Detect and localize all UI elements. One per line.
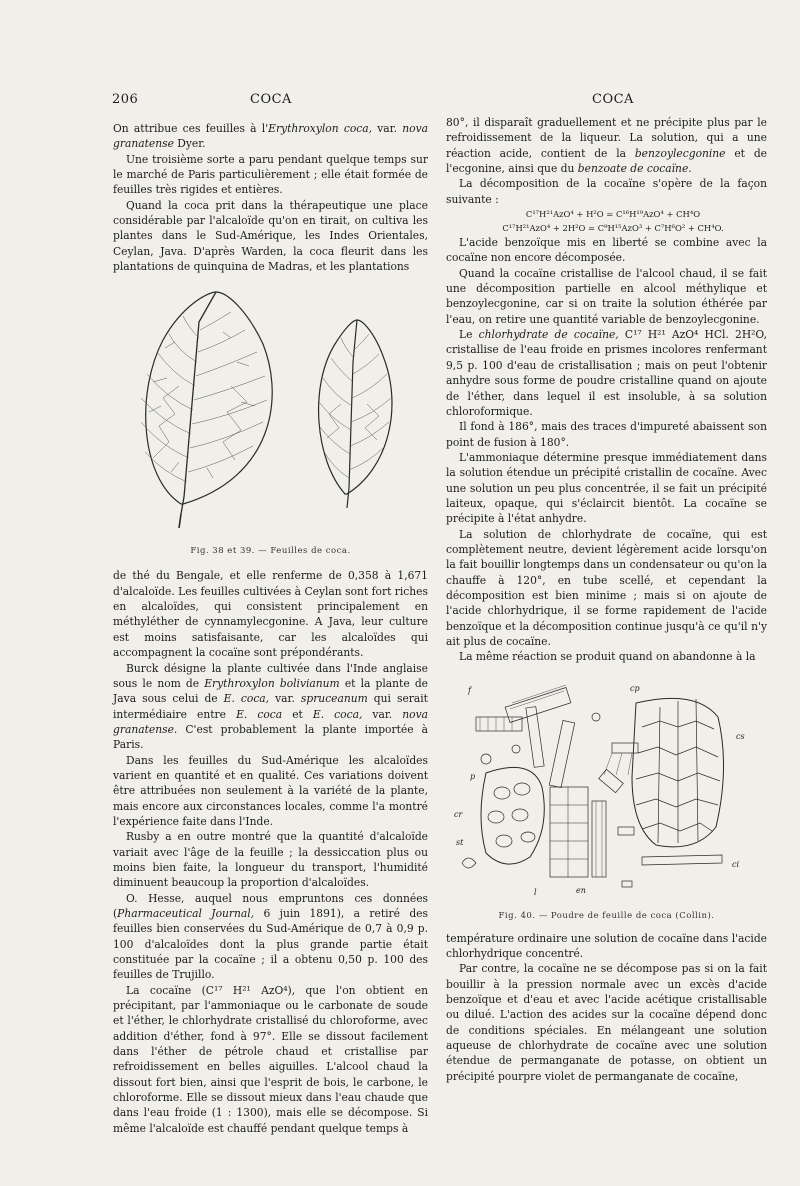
- figure-caption: Fig. 38 et 39. — Feuilles de coca.: [190, 546, 351, 557]
- paragraph: La solution de chlorhydrate de cocaïne, qui est complètement neutre, devient légèrement acide lorsqu'on la fait bouillir longtemps dans un condensateur ou qu'on la chauffe à 120°, en tube scellé, et cependant la décomposition est bien minime ; mais si on ajoute de l'acide chlorhydrique, il se forme rapidement de l'acide benzoïque et la décomposition continue jusqu'à ce qu'il n'y ait plus de cocaïne.: [446, 527, 767, 648]
- figure-label: cs: [736, 731, 745, 741]
- paragraph: La même réaction se produit quand on abandonne à la: [459, 650, 756, 664]
- figure-label: en: [576, 885, 586, 895]
- coca-powder-micrograph: [446, 677, 767, 909]
- figure-label: cr: [454, 809, 463, 819]
- paragraph: 80°, il disparaît graduellement et ne précipite plus par le refroidissement de la liqueur. La solution, qui a une réaction acide, contient de la benzoylecgonine et de l'ecgonine, ainsi que du benzoate de cocaïne.: [446, 116, 767, 176]
- page-number: 206: [112, 92, 139, 107]
- paragraph: Quand la coca prit dans la thérapeutique une place considérable par l'alcaloïde qu'on en tirait, on cultiva les plantes dans le Sud-Amérique, les Indes Orientales, Ceylan, Java. D'après Warden, la coca fleurit dans les plantations de quinquina de Madras, et les plantations: [113, 198, 428, 274]
- paragraph: On attribue ces feuilles à l'Erythroxylon coca, var. nova granatense Dyer.: [113, 122, 428, 151]
- large-leaf: [141, 292, 272, 528]
- paragraph: Par contre, la cocaïne ne se décompose pas si on la fait bouillir à la pression normale avec un excès d'acide benzoïque et d'eau et avec l'acide acétique cristallisable ou dilué. L'action des acides sur la cocaïne dépend donc de conditions spéciales. En mélangeant une solution aqueuse de chlorhydrate de cocaïne avec une solution étendue de permanganate de potasse, on obtient un précipité pourpre violet de permanganate de cocaïne,: [446, 962, 767, 1083]
- figure-label: f: [468, 685, 471, 695]
- paragraph: Rusby a en outre montré que la quantité d'alcaloïde variait avec l'âge de la feuille ; la dessiccation plus ou moins bien faite, la longueur du transport, l'humidité diminuent beaucoup la proportion d'alcaloïdes.: [113, 830, 428, 890]
- figure-label: cp: [630, 683, 640, 693]
- paragraph: O. Hesse, auquel nous empruntons ces données (Pharmaceutical Journal, 6 juin 1891), a retiré des feuilles bien conservées du Sud-Amérique de 0,7 à 0,9 p. 100 d'alcaloïdes dont la plus grande partie était constituée par la cocaïne ; il a obtenu 0,50 p. 100 des feuilles de Trujillo.: [113, 891, 428, 982]
- paragraph: Burck désigne la plante cultivée dans l'Inde anglaise sous le nom de Erythroxylon bolivianum et la plante de Java sous celui de E. coca, var. spruceanum qui serait intermédiaire entre E. coca et E. coca, var. nova granatense. C'est probablement la plante importée à Paris.: [113, 661, 428, 752]
- left-column: [113, 121, 428, 1136]
- figure-label: p: [470, 771, 476, 781]
- fibre-fragments: [476, 685, 623, 793]
- figure-label: l: [534, 887, 537, 897]
- coca-leaves-illustration: [113, 282, 428, 544]
- paragraph: La décomposition de la cocaïne s'opère de la façon suivante :: [446, 177, 767, 206]
- figure-label: ci: [732, 859, 740, 869]
- paragraph: Le chlorhydrate de cocaïne, C¹⁷ H²¹ AzO⁴ HCl. 2H²O, cristallise de l'eau froide en prismes incolores renfermant 9,5 p. 100 d'eau de cristallisation ; mais on peut l'obtenir anhydre sous forme de poudre cristalline quand on ajoute de l'éther, dans lequel il est insoluble, à sa solution chloroformique.: [446, 328, 767, 418]
- paragraph: température ordinaire une solution de cocaïne dans l'acide chlorhydrique concentré.: [446, 931, 767, 961]
- paragraph: La cocaïne (C¹⁷ H²¹ AzO⁴), que l'on obtient en précipitant, par l'ammoniaque ou le carbonate de soude et l'éther, le chlorhydrate cristallisé du chloroforme, avec addition d'éther, fond à 97°. Elle se dissout facilement dans l'éther de pétrole chaud et cristallise par refroidissement en belles aiguilles. L'alcool chaud la dissout fort bien, ainsi que l'esprit de bois, le carbone, le chloroforme. Elle se dissout mieux dans l'eau chaude que dans l'eau froide (1 : 1300), mais elle se décompose. Si même l'alcaloïde est chauffé pendant quelque temps à: [113, 983, 428, 1135]
- chemical-formula: C¹⁷H²¹AzO⁴ + H²O = C¹⁶H¹⁹AzO⁴ + CH⁴O: [525, 209, 701, 220]
- chemical-formula: C¹⁷H²¹AzO⁴ + 2H²O = C⁹H¹⁵AzO³ + C⁷H⁶O² + CH⁴O.: [502, 223, 724, 234]
- paragraph: L'acide benzoïque mis en liberté se combine avec la cocaïne non encore décomposée.: [446, 236, 767, 265]
- epidermis-cells: [632, 698, 724, 847]
- figure-label: st: [456, 837, 464, 847]
- paragraph: Quand la cocaïne cristallise de l'alcool chaud, il se fait une décomposition partielle en alcool méthylique et benzoylecgonine, car si on traite la solution éthérée par l'eau, on retire une quantité variable de benzoylecgonine.: [446, 266, 767, 326]
- cell-strand: [550, 787, 606, 877]
- figure-coca-powder: [446, 677, 767, 927]
- stomata-tissue: [481, 767, 544, 864]
- figure-coca-leaves: [113, 282, 428, 562]
- paragraph: Dans les feuilles du Sud-Amérique les alcaloïdes varient en quantité et en qualité. Ces variations doivent être attribuées non seulement à la variété de la plante, mais encore aux circonstances locales, comme l'a montré l'expérience faite dans l'Inde.: [113, 753, 428, 828]
- figure-caption: Fig. 40. — Poudre de feuille de coca (Collin).: [498, 910, 715, 921]
- paragraph: L'ammoniaque détermine presque immédiatement dans la solution étendue un précipité cristallin de cocaïne. Avec une solution un peu plus concentrée, il se fait un précipité laiteux, opaque, qui s'éclaircit bientôt. La cocaïne se précipite à l'état anhydre.: [446, 450, 767, 526]
- right-column: [446, 115, 767, 1084]
- paragraph: Une troisième sorte a paru pendant quelque temps sur le marché de Paris particulièrement ; elle était formée de feuilles très rigides et entières.: [113, 152, 428, 197]
- small-leaf: [319, 320, 392, 508]
- running-title-left: COCA: [250, 92, 292, 107]
- running-title-right: COCA: [592, 92, 634, 107]
- paragraph: de thé du Bengale, et elle renferme de 0,358 à 1,671 d'alcaloïde. Les feuilles cultivées à Ceylan sont fort riches en alcaloïdes, qui consistent principalement en méthyléther de cynnamylecgonine. A Java, leur culture est moins satisfaisante, car les alcaloïdes qui accompagnent la cocaïne sont prépondérants.: [113, 569, 428, 660]
- paragraph: Il fond à 186°, mais des traces d'impureté abaissent son point de fusion à 180°.: [446, 420, 767, 449]
